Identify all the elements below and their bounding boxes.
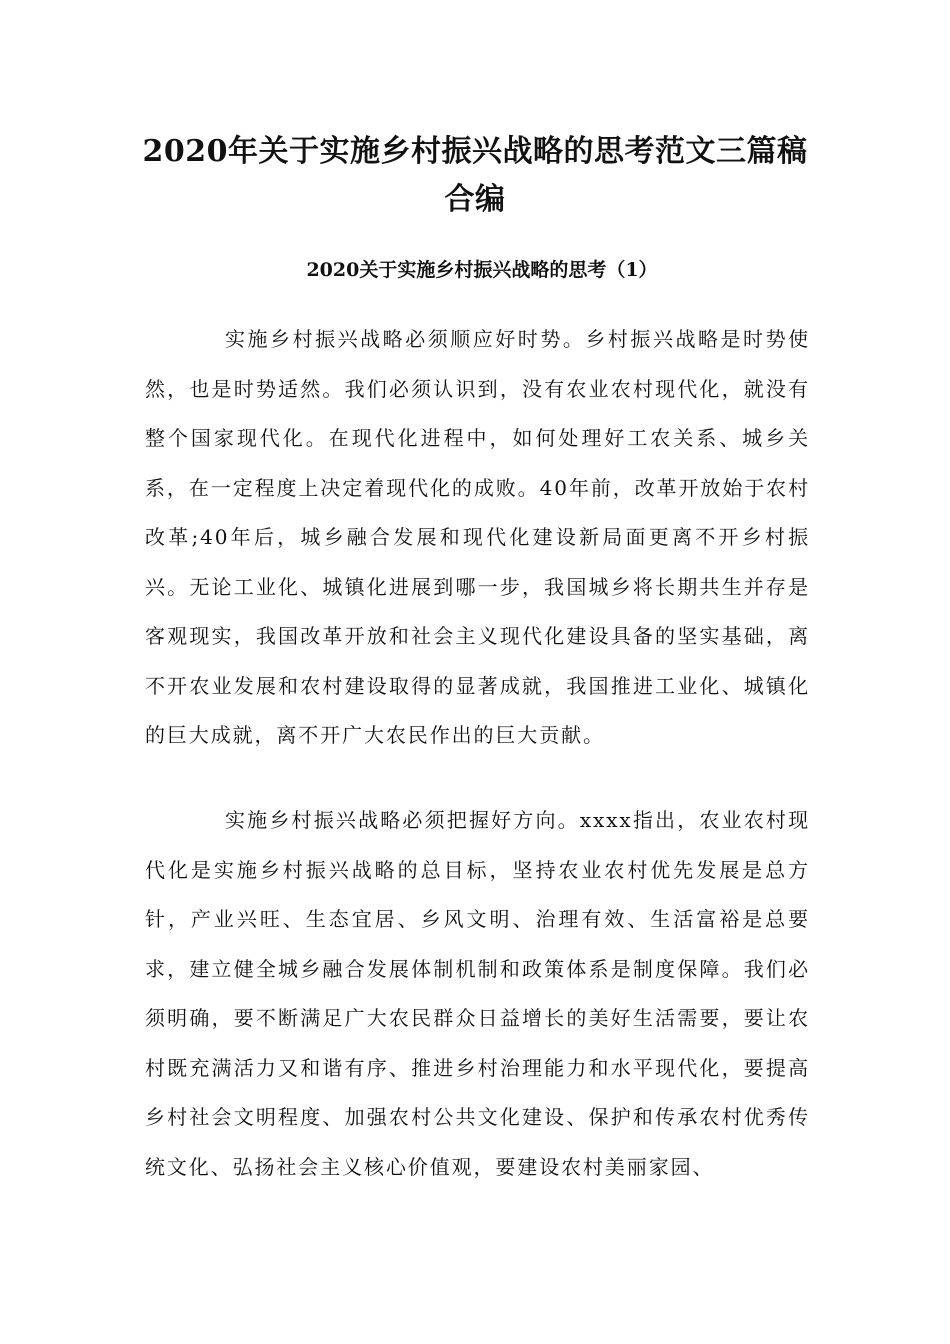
section-title: 2020关于实施乡村振兴战略的思考（1） [306, 259, 658, 281]
body-paragraph: 实施乡村振兴战略必须顺应好时势。乡村振兴战略是时势使然，也是时势适然。我们必须认识到，没有农业农村现代化，就没有整个国家现代化。在现代化进程中，如何处理好工农关系、城乡关系，在一定程度上决定着现代化的成败。40年前，改革开放始于农村改革;40年后，城乡融合发展和现代化建设新局面更离不开乡村振兴。无论工业化、城镇化进展到哪一步，我国城乡将长期共生并存是客观现实，我国改革开放和社会主义现代化建设具备的坚实基础，离不开农业发展和农村建设取得的显著成就，我国推进工业化、城镇化的巨大成就，离不开广大农民作出的巨大贡献。 [145, 327, 810, 747]
document-title: 2020年关于实施乡村振兴战略的思考范文三篇稿合编 [142, 134, 808, 217]
body-paragraph: 实施乡村振兴战略必须把握好方向。xxxx指出，农业农村现代化是实施乡村振兴战略的总目标，坚持农业农村优先发展是总方针，产业兴旺、生态宜居、乡风文明、治理有效、生活富裕是总要求，建立健全城乡融合发展体制机制和政策体系是制度保障。我们必须明确，要不断满足广大农民群众日益增长的美好生活需要，要让农村既充满活力又和谐有序、推进乡村治理能力和水平现代化，要提高乡村社会文明程度、加强农村公共文化建设、保护和传承农村优秀传统文化、弘扬社会主义核心价值观，要建设农村美丽家园、 [145, 808, 810, 1179]
